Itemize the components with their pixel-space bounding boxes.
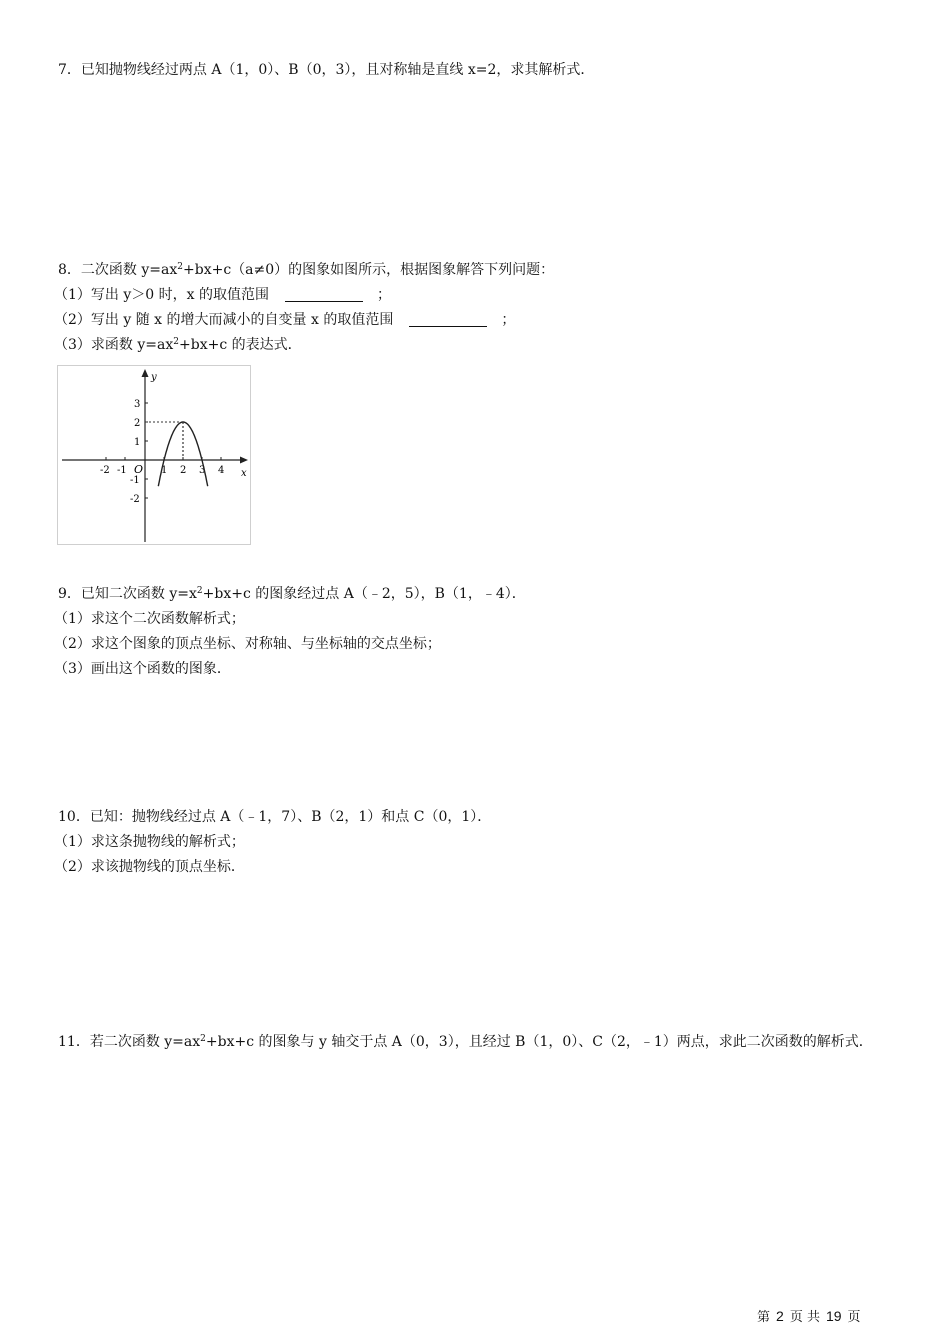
question-10-intro: 10．已知：抛物线经过点 A（﹣1，7）、B（2，1）和点 C（0，1）． [58, 809, 492, 825]
question-9-part-3: （3）画出这个函数的图象． [54, 661, 231, 677]
y-tick-label: -1 [130, 475, 140, 486]
y-tick-label: 3 [134, 399, 141, 410]
page-number: 2 [776, 1308, 784, 1324]
y-tick-label: 2 [134, 418, 141, 429]
x-tick-label: 1 [161, 465, 168, 476]
answer-blank[interactable] [409, 311, 487, 327]
x-axis-arrow-icon [240, 457, 248, 464]
question-8 [54, 258, 898, 358]
question-10-part-1: （1）求这条抛物线的解析式； [54, 834, 245, 850]
parabola-figure [57, 365, 251, 545]
page-footer: 第 2 页 共 19 页 [757, 1308, 861, 1325]
question-7 [58, 58, 898, 83]
question-9 [54, 582, 898, 682]
question-number: 9． [58, 586, 81, 602]
x-axis-label: x [241, 468, 247, 479]
question-10-part-2: （2）求该抛物线的顶点坐标． [54, 859, 245, 875]
question-9-part-1: （1）求这个二次函数解析式； [54, 611, 245, 627]
page-total: 19 [825, 1308, 842, 1324]
question-9-part-2: （2）求这个图象的顶点坐标、对称轴、与坐标轴的交点坐标； [54, 636, 441, 652]
x-tick-label: -2 [100, 465, 110, 476]
parabola-graph [58, 366, 250, 544]
answer-blank[interactable] [285, 286, 363, 302]
y-tick-label: 1 [134, 437, 141, 448]
x-tick-label: -1 [117, 465, 127, 476]
question-8-part-1: （1）写出 y＞0 时，x 的取值范围 ； [54, 287, 391, 303]
question-number: 10． [58, 809, 90, 825]
y-tick-label: -2 [130, 494, 140, 505]
x-tick-label: 2 [180, 465, 187, 476]
question-10 [54, 805, 898, 880]
x-tick-label: 4 [218, 465, 225, 476]
x-tick-label: 3 [199, 465, 206, 476]
question-8-intro: 8．二次函数 $y=ax^2+bx+c(a\ne 0)$的图象如图所示，根据图象解答下列问题： [58, 262, 555, 278]
y-axis-label: y [151, 372, 157, 383]
question-number: 11． [58, 1034, 90, 1050]
question-9-intro: 9．已知二次函数 $y=x^2+bx+c$ 的图象经过点 A（﹣2，5），B（1，﹣4）． [58, 586, 526, 602]
question-number: 8． [58, 262, 81, 278]
question-7-text: 7．已知抛物线经过两点 A（1，0）、B（0，3），且对称轴是直线 x=2，求其解析式． [58, 62, 595, 78]
origin-label: O [134, 463, 144, 476]
question-11-text: 11．若二次函数 $y=ax^2+bx+c$ 的图象与 y 轴交于点 A（0，3），且经过 B（1，0）、C（2，﹣1）两点，求此二次函数的解析式． [58, 1034, 873, 1050]
question-11 [58, 1030, 898, 1055]
question-8-part-3: （3）求函数 $y=ax^2+bx+c$ 的表达式． [54, 337, 302, 353]
question-8-part-2: （2）写出 y 随 x 的增大而减小的自变量 x 的取值范围 ； [54, 312, 516, 328]
y-axis-arrow-icon [142, 369, 149, 377]
question-number: 7． [58, 62, 81, 78]
